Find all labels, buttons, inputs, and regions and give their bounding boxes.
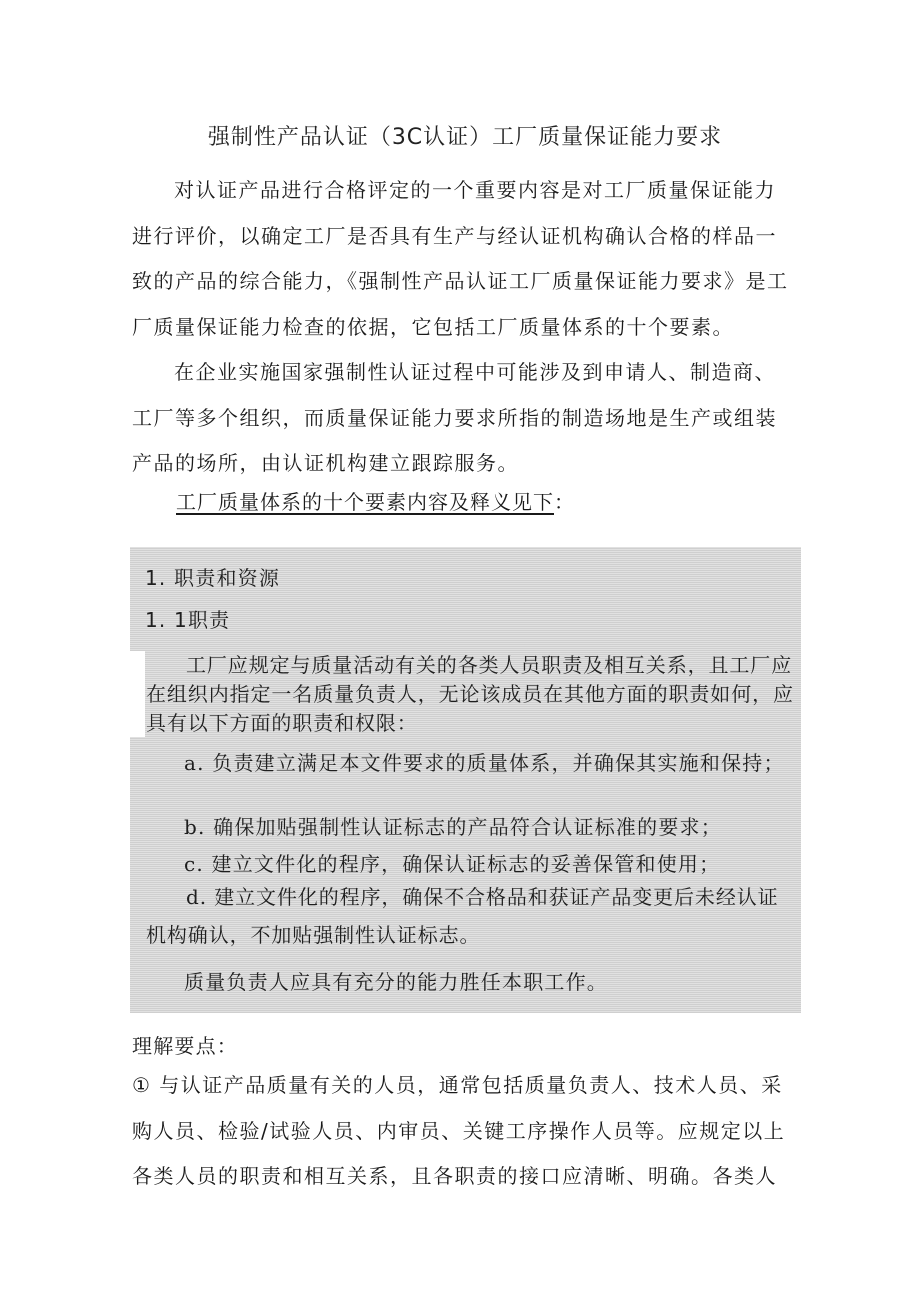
item-a-marker: a.: [184, 751, 205, 775]
elements-heading: [176, 486, 575, 515]
item-c-marker: c.: [184, 852, 204, 876]
item-c-text: 建立文件化的程序，确保认证标志的妥善保管和使用；: [211, 852, 721, 876]
closing-line: 质量负责人应具有充分的能力胜任本职工作。: [184, 970, 608, 994]
section-1-1-body: 工厂应规定与质量活动有关的各类人员职责及相互关系，且工厂应在组织内指定一名质量负责人，无论该成员在其他方面的职责如何，应具有以下方面的职责和权限：: [146, 653, 794, 735]
item-a-text: 负责建立满足本文件要求的质量体系，并确保其实施和保持；: [212, 751, 785, 775]
document-title: 强制性产品认证（3C认证）工厂质量保证能力要求: [207, 125, 723, 150]
understanding-label: 理解要点：: [132, 1034, 238, 1058]
item-b: [184, 811, 722, 840]
item-b-marker: b.: [184, 815, 206, 839]
intro-paragraph-1: 对认证产品进行合格评定的一个重要内容是对工厂质量保证能力进行评价，以确定工厂是否具有生产与经认证机构确认合格的样品一致的产品的综合能力，《强制性产品认证工厂质量保证能力要求》是工厂质量保证能力检查的依据，它包括工厂质量体系的十个要素。: [132, 178, 789, 339]
item-b-text: 确保加贴强制性认证标志的产品符合认证标准的要求；: [213, 815, 722, 839]
item-d-marker: d.: [186, 885, 207, 909]
intro-paragraph-2: 在企业实施国家强制性认证过程中可能涉及到申请人、制造商、工厂等多个组织，而质量保证能力要求所指的制造场地是生产或组装产品的场所，由认证机构建立跟踪服务。: [132, 360, 777, 475]
section-1-heading: 1. 职责和资源: [145, 566, 281, 590]
section-1-1-heading: 1. 1职责: [145, 608, 231, 632]
elements-heading-colon: ：: [554, 490, 575, 514]
item-d-text: 建立文件化的程序，确保不合格品和获证产品变更后未经认证机构确认，不加贴强制性认证标志。: [146, 885, 779, 947]
item-a: [184, 747, 785, 776]
item-c: [184, 848, 720, 877]
understanding-point-1: ① 与认证产品质量有关的人员，通常包括质量负责人、技术人员、采购人员、检验/试验人员、内审员、关键工序操作人员等。应规定以上各类人员的职责和相互关系，且各职责的接口应清晰、明确。各类人: [132, 1073, 786, 1188]
elements-heading-text: 工厂质量体系的十个要素内容及释义见下: [176, 490, 554, 514]
item-d: [146, 878, 796, 954]
